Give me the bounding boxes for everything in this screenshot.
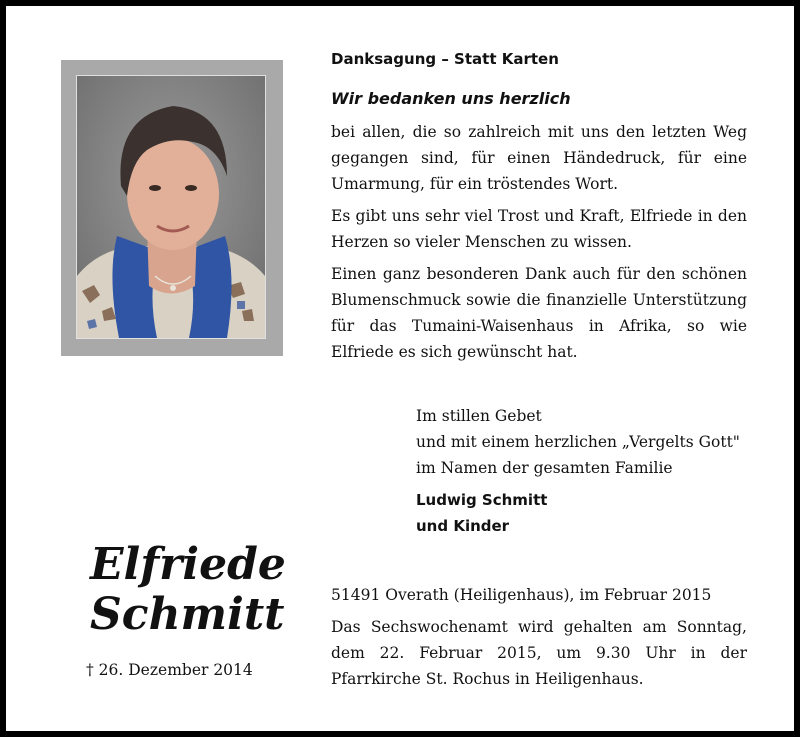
death-date: † 26. Dezember 2014 xyxy=(86,661,253,679)
closing-line: Im stillen Gebet xyxy=(416,407,542,425)
thanks-text xyxy=(331,119,747,371)
notice-heading: Danksagung – Statt Karten xyxy=(331,50,559,68)
service-info: Das Sechswochenamt wird gehalten am Sonntag, dem 22. Februar 2015, um 9.30 Uhr in der Pfarrkirche St. Rochus in Heiligenhaus. xyxy=(331,618,747,688)
closing-line: und mit einem herzlichen „Vergelts Gott" xyxy=(416,433,740,451)
location-date: 51491 Overath (Heiligenhaus), im Februar 2015 xyxy=(331,586,712,604)
notice-subheading: Wir bedanken uns herzlich xyxy=(331,89,571,108)
signer-name: Ludwig Schmitt xyxy=(416,491,548,509)
signature-block xyxy=(416,403,740,539)
deceased-first-name: Elfriede xyxy=(90,539,286,590)
closing-line: im Namen der gesamten Familie xyxy=(416,459,673,477)
thanks-paragraph: Es gibt uns sehr viel Trost und Kraft, Elfriede in den Herzen so vieler Menschen zu wissen. xyxy=(331,207,747,251)
signer-name: und Kinder xyxy=(416,517,510,535)
portrait-photo xyxy=(76,75,266,339)
thanks-paragraph: Einen ganz besonderen Dank auch für den schönen Blumenschmuck sowie die finanzielle Unterstützung für das Tumaini-Waisenhaus in Afrika, so wie Elfriede es sich gewünscht hat. xyxy=(331,265,747,361)
portrait-frame xyxy=(61,60,283,356)
thanks-paragraph: bei allen, die so zahlreich mit uns den letzten Weg gegangen sind, für einen Händedruck, für eine Umarmung, für ein tröstendes Wort. xyxy=(331,123,747,193)
deceased-name xyxy=(90,539,286,640)
signers xyxy=(416,487,740,539)
deceased-last-name: Schmitt xyxy=(90,589,285,640)
